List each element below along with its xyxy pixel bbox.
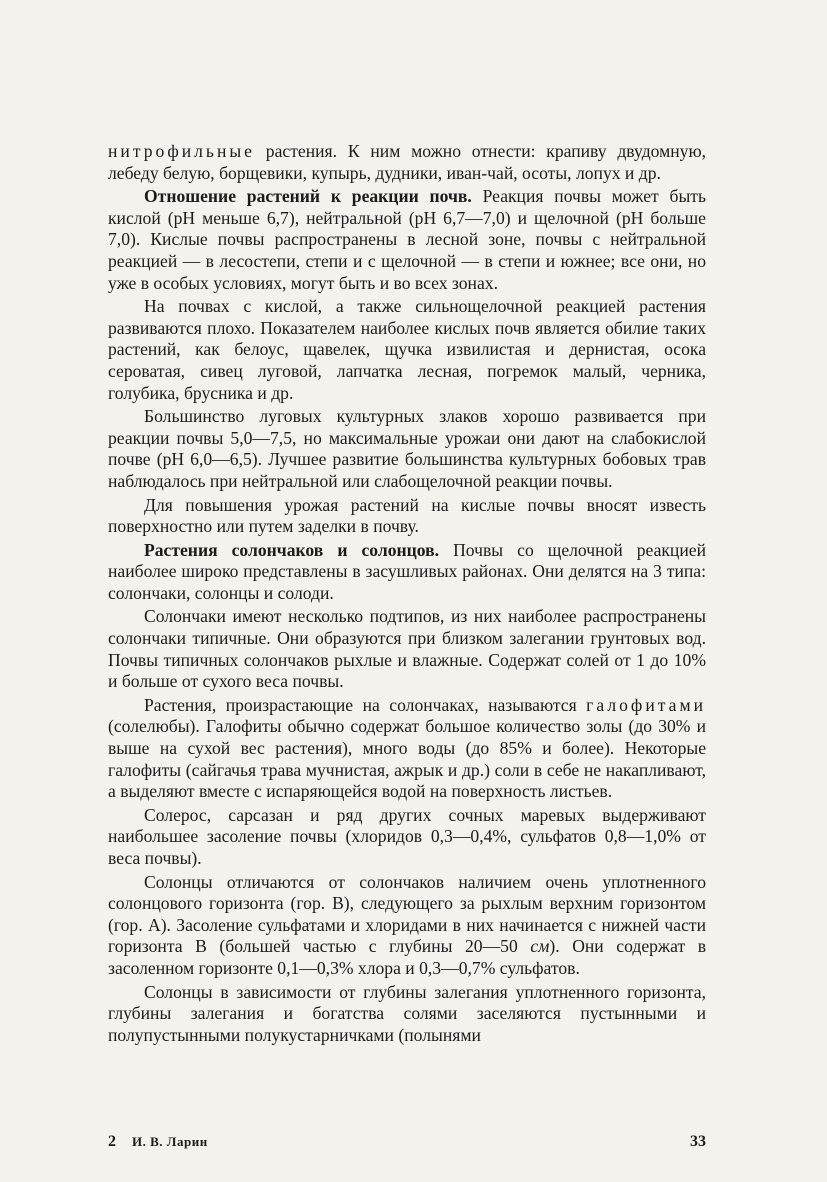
section-heading-solonchak: Растения солончаков и солонцов. [144, 539, 440, 560]
paragraph-4: Большинство луговых культурных злаков хорошо развивается при реакции почвы 5,0—7,5, но максимальные урожаи они дают на слабокислой почве (pH 6,0—6,5). Лучшее развитие большинства культурных бобовых трав наблюдалось при нейтральной или слабощелочной реакции почвы. [108, 406, 706, 491]
paragraph-text: Растения, произрастающие на солончаках, называются [144, 694, 587, 715]
paragraph-1 [108, 141, 706, 184]
paragraph-11: Солонцы в зависимости от глубины залегания уплотненного горизонта, глубины залегания и богатства солями заселяются пустынными и полупустынными полукустарничками (полынями [108, 981, 706, 1045]
page-number: 33 [690, 1133, 706, 1150]
paragraph-8 [108, 695, 706, 803]
paragraph-text: Реакция почвы может быть кислой (pH меньше 6,7), нейтральной (pH 6,7—7,0) и щелочной (pH больше 7,0). Кислые почвы распространены в лесной зоне, почвы с нейтральной реакцией — в лесостепи, степи и с щелочной — в степи и южнее; все они, но уже в особых условиях, могут быть и во всех зонах. [108, 186, 706, 293]
paragraph-text: ). Они содержат в засоленном горизонте 0,1—0,3% хлора и 0,3—0,7% сульфатов. [108, 936, 706, 978]
paragraph-text: (солелюбы). Галофиты обычно содержат большое количество золы (до 30% и выше на сухой вес растения), много воды (до 85% и более). Некоторые галофиты (сайгачья трава мучнистая, ажрык и др.) соли в себе не накапливают, а выделяют вместе с испаряющейся водой на поверхность листьев. [108, 716, 706, 802]
paragraph-text: растения. К ним можно отнести: крапиву двудомную, лебеду белую, борщевики, купырь, дудники, иван-чай, осоты, лопух и др. [108, 141, 706, 183]
paragraph-text: Солонцы отличаются от солончаков наличием очень уплотненного солонцового горизонта (гор. В), следующего за рыхлым верхним горизонтом (гор. А). Засоление сульфатами и хлоридами в них начинается с нижней части горизонта В (большей частью с глубины 20—50 [108, 871, 706, 957]
paragraph-text: Почвы со щелочной реакцией наиболее широко представлены в засушливых районах. Они делятся на 3 типа: солончаки, солонцы и солоди. [108, 539, 706, 603]
paragraph-3: На почвах с кислой, а также сильнощелочной реакцией растения развиваются плохо. Показателем наиболее кислых почв является обилие таких растений, как белоус, щавелек, щучка извилистая и дернистая, осока сероватая, сивец луговой, лапчатка лесная, погремок малый, черника, голубика, брусника и др. [108, 296, 706, 403]
paragraph-7: Солончаки имеют несколько подтипов, из них наиболее распространены солончаки типичные. Они образуются при близком залегании грунтовых вод. Почвы типичных солончаков рыхлые и влажные. Содержат солей от 1 до 10% и больше от сухого веса почвы. [108, 606, 706, 692]
spaced-term: галофитами [586, 694, 706, 715]
page-footer [108, 1133, 706, 1151]
paragraph-2 [108, 186, 706, 294]
author-name: И. В. Ларин [132, 1134, 208, 1149]
page-body [108, 141, 706, 1048]
paragraph-10 [108, 872, 706, 980]
paragraph-6 [108, 540, 706, 605]
signature-mark: 2 [108, 1133, 116, 1150]
paragraph-9: Солерос, сарсазан и ряд других сочных маревых выдерживают наибольшее засоление почвы (хлоридов 0,3—0,4%, сульфатов 0,8—1,0% от веса почвы). [108, 804, 706, 868]
section-heading-soil-reaction: Отношение растений к реакции почв. [144, 186, 472, 207]
paragraph-5: Для повышения урожая растений на кислые почвы вносят известь поверхностно или путем заделки в почву. [108, 494, 706, 537]
unit-italic: см [530, 936, 550, 957]
spaced-term: нитрофильные [108, 141, 255, 161]
